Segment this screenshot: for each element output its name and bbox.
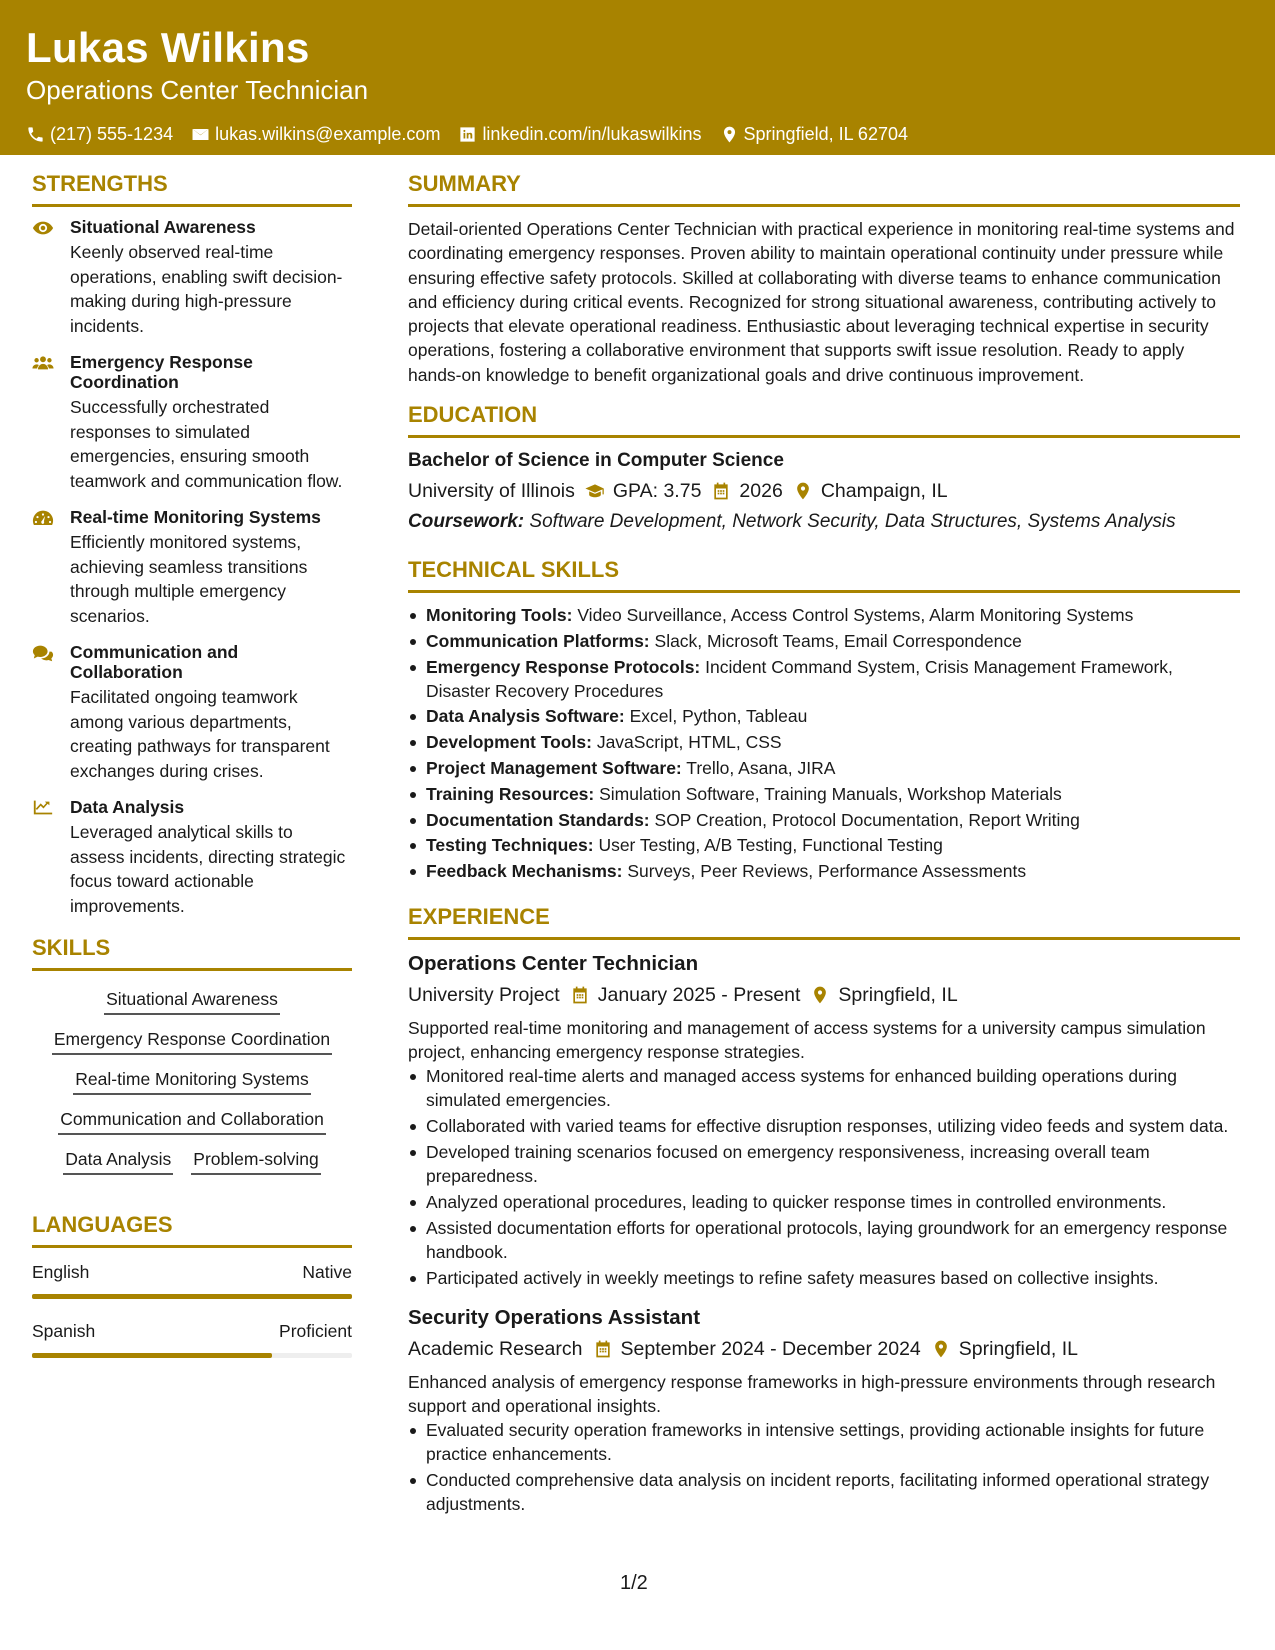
chart-line-icon <box>32 799 54 817</box>
list-item: Monitoring Tools: Video Surveillance, Access Control Systems, Alarm Monitoring Systems <box>408 603 1240 627</box>
strength-item <box>32 642 352 783</box>
language-bar-fill <box>32 1353 272 1358</box>
list-item: Training Resources: Simulation Software, Training Manuals, Workshop Materials <box>408 782 1240 806</box>
strength-desc: Facilitated ongoing teamwork among various departments, creating pathways for transparent exchanges during crises. <box>70 687 330 781</box>
envelope-icon <box>191 125 210 144</box>
list-item: Collaborated with varied teams for effective disruption responses, utilizing video feeds and system data. <box>408 1114 1240 1138</box>
technical-skills-title: TECHNICAL SKILLS <box>408 556 1240 593</box>
job-dates: September 2024 - December 2024 <box>620 1338 921 1361</box>
strength-item <box>32 352 352 493</box>
linkedin-icon <box>458 125 477 144</box>
strength-title: Data Analysis <box>70 797 185 817</box>
job-org: University Project <box>408 984 560 1007</box>
calendar-icon <box>711 481 731 501</box>
education-gpa: GPA: 3.75 <box>612 480 702 503</box>
gauge-icon <box>32 509 54 527</box>
calendar-icon <box>570 985 590 1005</box>
job-org: Academic Research <box>408 1338 583 1361</box>
list-item: Conducted comprehensive data analysis on incident reports, facilitating informed operational strategy adjustments. <box>408 1468 1240 1516</box>
candidate-role: Operations Center Technician <box>26 75 369 105</box>
list-item: Analyzed operational procedures, leading to quicker response times in controlled environments. <box>408 1190 1240 1214</box>
list-item: Participated actively in weekly meetings to refine safety measures based on collective insights. <box>408 1266 1240 1290</box>
summary-title: SUMMARY <box>408 170 1240 207</box>
strength-desc: Leveraged analytical skills to assess incidents, directing strategic focus toward actionable improvements. <box>70 822 346 916</box>
job-meta <box>408 980 1240 1010</box>
map-pin-icon <box>931 1339 951 1359</box>
summary-text: Detail-oriented Operations Center Technician with practical experience in monitoring real-time systems and coordinating emergency responses. Proven ability to maintain operational continuity under pressure while ensuring effective safety protocols. Skilled at collaborating with diverse teams to enhance communication and efficiency during critical events. Recognized for strong situational awareness, contributing actively to projects that elevate operational readiness. Enthusiastic about leveraging technical expertise in security operations, fostering a collaborative environment that supports swift issue resolution. Ready to apply hands-on knowledge to benefit organizational goals and drive continuous improvement. <box>408 219 1235 385</box>
job-bullets <box>408 1064 1240 1290</box>
contact-location <box>720 122 908 146</box>
skill-tag: Emergency Response Coordination <box>52 1027 332 1055</box>
email-text: lukas.wilkins@example.com <box>215 124 441 144</box>
contact-linkedin[interactable] <box>458 122 701 146</box>
skill-tag: Real-time Monitoring Systems <box>73 1067 310 1095</box>
list-item: Monitored real-time alerts and managed access systems for enhanced building operations during simulated emergencies. <box>408 1064 1240 1112</box>
language-name: Spanish <box>32 1321 96 1341</box>
strength-title: Emergency Response Coordination <box>70 352 253 392</box>
resume-header <box>0 0 1275 155</box>
calendar-icon <box>593 1339 613 1359</box>
users-icon <box>32 354 54 372</box>
language-item <box>32 1260 352 1299</box>
strengths-title: STRENGTHS <box>32 170 352 207</box>
strength-title: Real-time Monitoring Systems <box>70 507 321 527</box>
skill-tag: Situational Awareness <box>104 987 280 1015</box>
list-item: Evaluated security operation frameworks in intensive settings, providing actionable insights for future practice enhancements. <box>408 1418 1240 1466</box>
strength-title: Communication and Collaboration <box>70 642 239 682</box>
language-item <box>32 1319 352 1358</box>
strength-title: Situational Awareness <box>70 217 256 237</box>
strength-desc: Keenly observed real-time operations, enabling swift decision-making during high-pressure incidents. <box>70 242 343 336</box>
language-bar <box>32 1294 352 1299</box>
map-pin-icon <box>793 481 813 501</box>
left-column <box>32 170 352 1378</box>
technical-skills-list <box>408 603 1240 883</box>
list-item: Emergency Response Protocols: Incident Command System, Crisis Management Framework, Disaster Recovery Procedures <box>408 655 1240 703</box>
list-item: Documentation Standards: SOP Creation, Protocol Documentation, Report Writing <box>408 808 1240 832</box>
strength-desc: Successfully orchestrated responses to simulated emergencies, ensuring smooth teamwork and communication flow. <box>70 397 343 491</box>
skill-tag: Data Analysis <box>63 1147 173 1175</box>
education-coursework <box>408 508 1240 536</box>
graduation-cap-icon <box>585 481 605 501</box>
list-item: Communication Platforms: Slack, Microsoft Teams, Email Correspondence <box>408 629 1240 653</box>
education-location: Champaign, IL <box>820 480 948 503</box>
phone-icon <box>26 125 45 144</box>
candidate-name: Lukas Wilkins <box>26 24 310 71</box>
job-title: Security Operations Assistant <box>408 1306 701 1330</box>
contact-email[interactable] <box>191 122 440 146</box>
location-text: Springfield, IL 62704 <box>743 124 908 144</box>
skill-tag: Problem-solving <box>191 1147 320 1175</box>
strength-item <box>32 217 352 338</box>
list-item: Testing Techniques: User Testing, A/B Testing, Functional Testing <box>408 833 1240 857</box>
language-name: English <box>32 1262 90 1282</box>
contact-phone[interactable] <box>26 122 173 146</box>
job-entry <box>408 950 1240 1290</box>
languages-title: LANGUAGES <box>32 1211 352 1248</box>
map-pin-icon <box>720 125 739 144</box>
language-level: Native <box>302 1262 352 1282</box>
education-meta <box>408 476 1240 506</box>
strength-item <box>32 507 352 628</box>
education-title: EDUCATION <box>408 401 1240 438</box>
list-item: Project Management Software: Trello, Asana, JIRA <box>408 756 1240 780</box>
list-item: Developed training scenarios focused on emergency responsiveness, increasing overall team preparedness. <box>408 1140 1240 1188</box>
list-item: Development Tools: JavaScript, HTML, CSS <box>408 730 1240 754</box>
coursework-list: Software Development, Network Security, Data Structures, Systems Analysis <box>529 511 1176 533</box>
page-indicator: 1/2 <box>620 1572 648 1594</box>
map-pin-icon <box>810 985 830 1005</box>
job-desc: Supported real-time monitoring and management of access systems for a university campus simulation project, enhancing emergency response strategies. <box>408 1018 1206 1063</box>
right-column <box>408 170 1240 1530</box>
phone-text: (217) 555-1234 <box>50 124 174 144</box>
comments-icon <box>32 644 54 662</box>
strength-item <box>32 797 352 918</box>
job-bullets <box>408 1418 1240 1516</box>
skill-tag: Communication and Collaboration <box>58 1107 326 1135</box>
education-year: 2026 <box>739 480 783 503</box>
strength-desc: Efficiently monitored systems, achieving seamless transitions through multiple emergency scenarios. <box>70 532 308 626</box>
skills-title: SKILLS <box>32 934 352 971</box>
job-title: Operations Center Technician <box>408 952 699 976</box>
coursework-label: Coursework: <box>408 511 525 533</box>
education-degree: Bachelor of Science in Computer Science <box>408 450 784 472</box>
language-bar <box>32 1353 352 1358</box>
job-location: Springfield, IL <box>838 984 958 1007</box>
job-desc: Enhanced analysis of emergency response frameworks in high-pressure environments through research support and operational insights. <box>408 1372 1216 1417</box>
contact-bar <box>26 122 1249 146</box>
job-location: Springfield, IL <box>958 1338 1079 1361</box>
linkedin-text: linkedin.com/in/lukaswilkins <box>482 124 702 144</box>
education-school: University of Illinois <box>408 480 575 503</box>
job-entry <box>408 1304 1240 1516</box>
list-item: Data Analysis Software: Excel, Python, Tableau <box>408 704 1240 728</box>
language-bar-fill <box>32 1294 352 1299</box>
job-meta <box>408 1334 1240 1364</box>
experience-title: EXPERIENCE <box>408 903 1240 940</box>
list-item: Assisted documentation efforts for operational protocols, laying groundwork for an emergency response handbook. <box>408 1216 1240 1264</box>
language-level: Proficient <box>279 1321 352 1341</box>
eye-icon <box>32 219 54 237</box>
list-item: Feedback Mechanisms: Surveys, Peer Reviews, Performance Assessments <box>408 859 1240 883</box>
skills-list <box>32 981 352 1185</box>
job-dates: January 2025 - Present <box>597 984 801 1007</box>
